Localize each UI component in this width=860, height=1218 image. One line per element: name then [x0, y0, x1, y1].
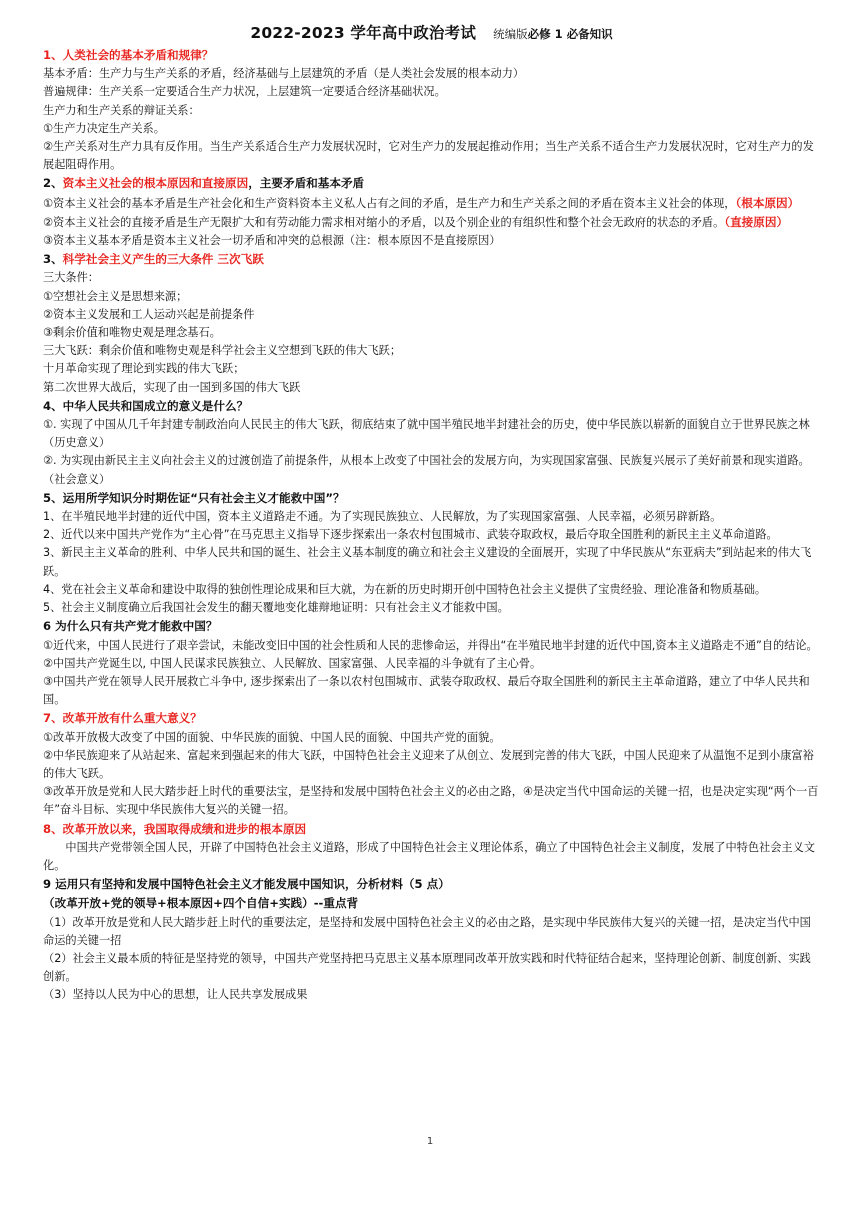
- text-run: 2、: [43, 176, 63, 191]
- text-run: （直接原因）: [724, 214, 789, 229]
- paragraph: [43, 102, 820, 120]
- text-run: 3、: [43, 252, 63, 267]
- paragraph: [43, 655, 820, 673]
- paragraph: [43, 138, 820, 174]
- text-run: 中国共产党带领全国人民，开辟了中国特色社会主义道路，形成了中国特色社会主义理论体系，确立了中国特色社会主义制度，发展了中特色社会主义文化。: [43, 840, 815, 872]
- text-run: 7、改革开放有什么重大意义？: [43, 711, 202, 726]
- paragraph: [43, 709, 820, 728]
- text-run: ③剩余价值和唯物史观是理念基石。: [43, 326, 221, 340]
- paragraph: [43, 839, 820, 875]
- paragraph: [43, 232, 820, 250]
- text-run: ②中国共产党诞生以, 中国人民谋求民族独立、人民解放、国家富强、人民幸福的斗争就有了主心骨。: [43, 656, 542, 670]
- paragraph: [43, 599, 820, 617]
- paragraph: [43, 397, 820, 416]
- paragraph: [43, 508, 820, 526]
- document-body: [43, 46, 820, 1005]
- paragraph: [43, 820, 820, 839]
- text-run: （1）改革开放是党和人民大踏步赶上时代的重要法定，是坚持和发展中国特色社会主义的必由之路，是实现中华民族伟大复兴的关键一招，是决定当代中国命运的关键一招: [43, 915, 811, 947]
- document-title: [43, 20, 820, 46]
- text-run: ①近代来，中国人民进行了艰辛尝试，未能改变旧中国的社会性质和人民的悲惨命运，并得出“在半殖民地半封建的近代中国,资本主义道路走不通”自的结论。: [43, 638, 818, 652]
- text-run: ②. 为实现由新民主主义向社会主义的过渡创造了前提条件，从根本上改变了中国社会的发展方向，为实现国家富强、民族复兴展示了美好前景和现实道路。（社会意义）: [43, 454, 810, 486]
- text-run: 4、党在社会主义革命和建设中取得的独创性理论成果和巨大就，为在新的历史时期开创中国特色社会主义提供了宝贵经验、理论准备和物质基础。: [43, 582, 767, 596]
- paragraph: [43, 544, 820, 580]
- paragraph: [43, 120, 820, 138]
- paragraph: [43, 914, 820, 950]
- paragraph: [43, 673, 820, 709]
- paragraph: [43, 269, 820, 287]
- text-run: 资本主义社会的根本原因和直接原因: [62, 176, 249, 191]
- text-run: （2）社会主义最本质的特征是坚持党的领导，中国共产党坚持把马克思主义基本原理同改革开放实践和时代特征结合起来，坚持理论创新、制度创新、实践创新。: [43, 951, 811, 984]
- paragraph: [43, 617, 820, 636]
- text-run: ②中华民族迎来了从站起来、富起来到强起来的伟大飞跃，中国特色社会主义迎来了从创立、发展到完善的伟大飞跃，中国人民迎来了从温饱不足到小康富裕的伟大飞跃。: [43, 748, 814, 780]
- title-sub-prefix: 统编版: [493, 27, 528, 41]
- text-run: 三大飞跃：剩余价值和唯物史观是科学社会主义空想到飞跃的伟大飞跃；: [43, 344, 402, 358]
- paragraph: [43, 250, 820, 269]
- text-run: （根本原因）: [735, 195, 800, 210]
- paragraph: [43, 452, 820, 488]
- text-run: 1、在半殖民地半封建的近代中国，资本主义道路走不通。为了实现民族独立、人民解放，为了实现国家富强、人民幸福，必须另辟新路。: [43, 510, 722, 524]
- text-run: 生产力和生产关系的辩证关系：: [43, 103, 200, 117]
- paragraph: [43, 875, 820, 894]
- paragraph: [43, 379, 820, 397]
- paragraph: [43, 324, 820, 342]
- text-run: ②资本主义发展和工人运动兴起是前提条件: [43, 307, 255, 321]
- paragraph: [43, 729, 820, 747]
- text-run: 十月革命实现了理论到实践的伟大飞跃；: [43, 362, 245, 376]
- page-number: 1: [426, 1136, 434, 1147]
- text-run: ①. 实现了中国从几千年封建专制政治向人民民主的伟大飞跃，彻底结束了就中国半殖民地半封建社会的历史，使中华民族以崭新的面貌自立于世界民族之林（历史意义）: [43, 418, 810, 450]
- text-run: 第二次世界大战后，实现了由一国到多国的伟大飞跃: [43, 380, 301, 394]
- text-run: 5、运用所学知识分时期佐证“只有社会主义才能救中国”？: [43, 490, 345, 505]
- text-run: 1、人类社会的基本矛盾和规律？: [43, 48, 214, 62]
- text-run: 三大条件：: [43, 271, 99, 285]
- paragraph: [43, 288, 820, 306]
- paragraph: [43, 637, 820, 655]
- text-run: ①资本主义社会的基本矛盾是生产社会化和生产资料资本主义私人占有之间的矛盾，是生产力和生产关系之间的矛盾在资本主义社会的体现，: [43, 196, 736, 210]
- text-run: ③中国共产党在领导人民开展救亡斗争中, 逐步探索出了一条以农村包围城市、武装夺取政权、最后夺取全国胜利的新民主主革命道路，建立了中华人民共和国。: [43, 674, 810, 707]
- text-run: ②资本主义社会的直接矛盾是生产无限扩大和有劳动能力需求相对缩小的矛盾，以及个别企业的有组织性和整个社会无政府的状态的矛盾。: [43, 215, 725, 229]
- paragraph: [43, 360, 820, 378]
- paragraph: [43, 526, 820, 544]
- title-main: 2022-2023 学年高中政治考试: [250, 24, 477, 42]
- text-run: 9 运用只有坚持和发展中国特色社会主义才能发展中国知识，分析材料（5 点）: [43, 877, 450, 892]
- paragraph: [43, 783, 820, 819]
- text-run: ③改革开放是党和人民大踏步赶上时代的重要法宝，是坚持和发展中国特色社会主义的必由之路，④是决定当代中国命运的关键一招，也是决定实现“两个一百年”奋斗目标、实现中华民族伟大复兴的关键一招。: [43, 785, 819, 817]
- text-run: 5、社会主义制度确立后我国社会发生的翻天覆地变化雄辩地证明：只有社会主义才能救中国。: [43, 601, 509, 615]
- text-run: 3、新民主主义革命的胜利、中华人民共和国的诞生、社会主义基本制度的确立和社会主义建设的全面展开，实现了中华民族从“东亚病夫”到站起来的伟大飞跃。: [43, 546, 812, 578]
- text-run: 2、近代以来中国共产党作为“主心骨”在马克思主义指导下逐步探索出一条农村包围城市、武装夺取政权，最后夺取全国胜利的新民主主义革命道路。: [43, 528, 778, 542]
- paragraph: [43, 950, 820, 986]
- paragraph: [43, 986, 820, 1004]
- paragraph: [43, 581, 820, 599]
- paragraph: [43, 194, 820, 213]
- text-run: 基本矛盾：生产力与生产关系的矛盾，经济基础与上层建筑的矛盾（是人类社会发展的根本动力）: [43, 67, 525, 81]
- paragraph: [43, 894, 820, 913]
- text-run: ①生产力决定生产关系。: [43, 121, 165, 135]
- paragraph: [43, 213, 820, 232]
- text-run: ②生产关系对生产力具有反作用。当生产关系适合生产力发展状况时，它对生产力的发展起推动作用；当生产关系不适合生产力发展状况时，它对生产力的发展起阻碍作用。: [43, 140, 814, 172]
- text-run: 6 为什么只有共产党才能救中国？: [43, 619, 218, 634]
- document-page: [43, 20, 820, 1005]
- paragraph: [43, 489, 820, 508]
- title-sub-bold: 必修 1 必备知识: [527, 27, 613, 41]
- text-run: ③资本主义基本矛盾是资本主义社会一切矛盾和冲突的总根源（注：根本原因不是直接原因）: [43, 234, 501, 248]
- paragraph: [43, 46, 820, 65]
- text-run: 8、改革开放以来，我国取得成绩和进步的根本原因: [43, 821, 307, 836]
- paragraph: [43, 416, 820, 452]
- paragraph: [43, 83, 820, 101]
- text-run: 科学社会主义产生的三大条件 三次飞跃: [62, 252, 264, 267]
- text-run: 4、中华人民共和国成立的意义是什么？: [43, 398, 249, 413]
- paragraph: [43, 65, 820, 83]
- text-run: ①空想社会主义是思想来源；: [43, 289, 188, 303]
- text-run: 普遍规律：生产关系一定要适合生产力状况，上层建筑一定要适合经济基础状况。: [43, 85, 446, 99]
- paragraph: [43, 174, 820, 193]
- paragraph: [43, 306, 820, 324]
- paragraph: [43, 342, 820, 360]
- text-run: ，主要矛盾和基本矛盾: [248, 176, 365, 191]
- paragraph: [43, 747, 820, 783]
- text-run: （3）坚持以人民为中心的思想，让人民共享发展成果: [43, 988, 308, 1002]
- text-run: ①改革开放极大改变了中国的面貌、中华民族的面貌、中国人民的面貌、中国共产党的面貌。: [43, 730, 501, 744]
- text-run: （改革开放+党的领导+根本原因+四个自信+实践）--重点背: [43, 896, 359, 911]
